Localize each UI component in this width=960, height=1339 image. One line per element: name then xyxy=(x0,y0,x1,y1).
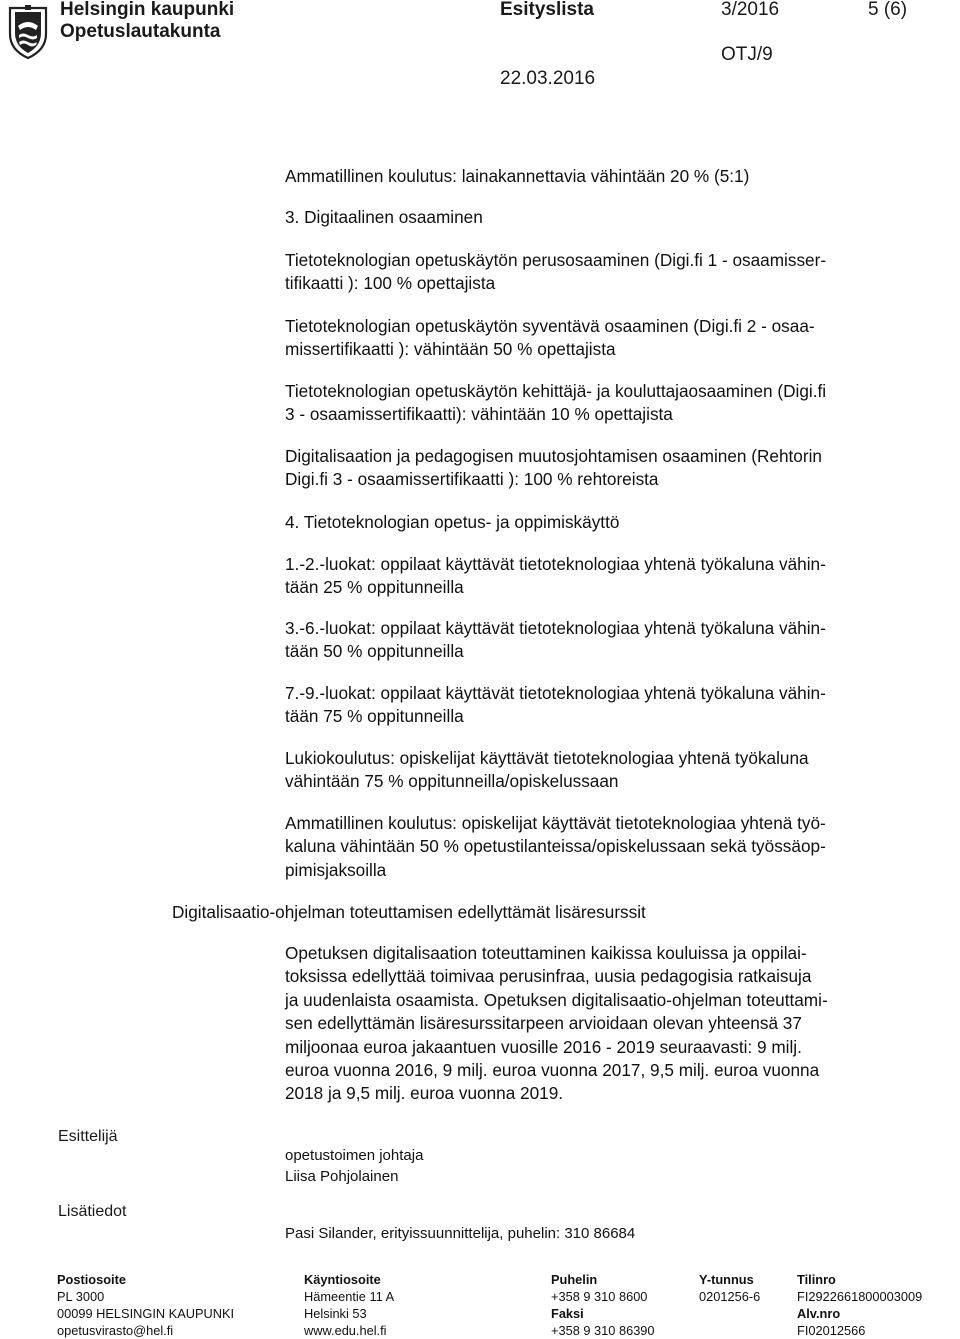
footer-postal: Postiosoite PL 3000 00099 HELSINGIN KAUPUNKI opetusvirasto@hel.fi xyxy=(57,1272,235,1338)
resources-paragraph: Opetuksen digitalisaation toteuttaminen kaikissa kouluissa ja oppilai- toksissa edellyttää toimivaa perusinfraa, uusia pedagogisia ratkaisuja ja uudenlaista osaamista. Opetuksen digitalisaatio-ohjelman toteuttami- sen edellyttämän lisäresurssitarpeen arvioidaan olevan yhteensä 37 miljoonaa euroa jakaantuen vuosille 2016 - 2019 seuraavasti: 9 milj. euroa vuonna 2016, 9 milj. euroa vuonna 2017, 9,5 milj. euroa vuonna 2018 ja 9,5 milj. euroa vuonna 2019. xyxy=(285,943,828,1104)
paragraph: 1.-2.-luokat: oppilaat käyttävät tietoteknologiaa yhtenä työkaluna vähin- tään 25 % oppitunneilla xyxy=(285,554,826,598)
paragraph: Ammatillinen koulutus: lainakannettavia vähintään 20 % (5:1) xyxy=(285,166,750,186)
paragraph: 3.-6.-luokat: oppilaat käyttävät tietoteknologiaa yhtenä työkaluna vähin- tään 50 % oppitunneilla xyxy=(285,618,826,662)
section-code: OTJ/9 xyxy=(721,44,773,65)
resources-subheading: Digitalisaatio-ohjelman toteuttamisen edellyttämät lisäresurssit xyxy=(172,902,646,922)
section-heading-ict-use: 4. Tietoteknologian opetus- ja oppimiskäyttö xyxy=(285,512,620,532)
section-heading-digital-skills: 3. Digitaalinen osaaminen xyxy=(285,207,483,227)
presenter-label: Esittelijä xyxy=(58,1128,118,1145)
presenter-name: Liisa Pohjolainen xyxy=(285,1168,399,1185)
more-info-label: Lisätiedot xyxy=(58,1203,127,1220)
document-number: 3/2016 xyxy=(721,0,780,20)
more-info-contact: Pasi Silander, erityissuunnittelija, puhelin: 310 86684 xyxy=(285,1225,636,1242)
page-number: 5 (6) xyxy=(868,0,908,20)
presenter-title: opetustoimen johtaja xyxy=(285,1147,424,1164)
footer-visiting: Käyntiosoite Hämeentie 11 A Helsinki 53 www.edu.hel.fi xyxy=(304,1272,395,1338)
paragraph: Tietoteknologian opetuskäytön kehittäjä- ja kouluttajaosaaminen (Digi.fi 3 - osaamissertifikaatti): vähintään 10 % opettajista xyxy=(285,381,827,425)
paragraph: Digitalisaation ja pedagogisen muutosjohtamisen osaaminen (Rehtorin Digi.fi 3 - osaamissertifikaatti ): 100 % rehtoreista xyxy=(285,446,822,490)
paragraph: Tietoteknologian opetuskäytön syventävä osaaminen (Digi.fi 2 - osaa- missertifikaatti ): vähintään 50 % opettajista xyxy=(285,316,815,360)
footer-business-id: Y-tunnus 0201256-6 xyxy=(699,1272,761,1304)
document-type: Esityslista xyxy=(500,0,594,20)
helsinki-crest-logo xyxy=(6,4,50,60)
paragraph: Lukiokoulutus: opiskelijat käyttävät tietoteknologiaa yhtenä työkaluna vähintään 75 % oppitunneilla/opiskelussaan xyxy=(285,748,809,792)
footer-phone: Puhelin +358 9 310 8600 Faksi +358 9 310 86390 xyxy=(551,1272,655,1338)
paragraph: Tietoteknologian opetuskäytön perusosaaminen (Digi.fi 1 - osaamisser- tifikaatti ): 100 % opettajista xyxy=(285,250,827,294)
meeting-date: 22.03.2016 xyxy=(500,68,596,89)
paragraph: Ammatillinen koulutus: opiskelijat käyttävät tietoteknologiaa yhtenä työ- kaluna vähintään 50 % opetustilanteissa/opiskelussaan sekä työssäop- pimisjaksoilla xyxy=(285,813,826,880)
footer-account: Tilinro FI2922661800003009 Alv.nro FI02012566 xyxy=(797,1272,923,1338)
paragraph: 7.-9.-luokat: oppilaat käyttävät tietoteknologiaa yhtenä työkaluna vähin- tään 75 % oppitunneilla xyxy=(285,683,826,727)
presenter-block xyxy=(285,1145,423,1187)
board-name: Opetuslautakunta xyxy=(60,21,221,42)
city-name: Helsingin kaupunki xyxy=(60,0,235,20)
